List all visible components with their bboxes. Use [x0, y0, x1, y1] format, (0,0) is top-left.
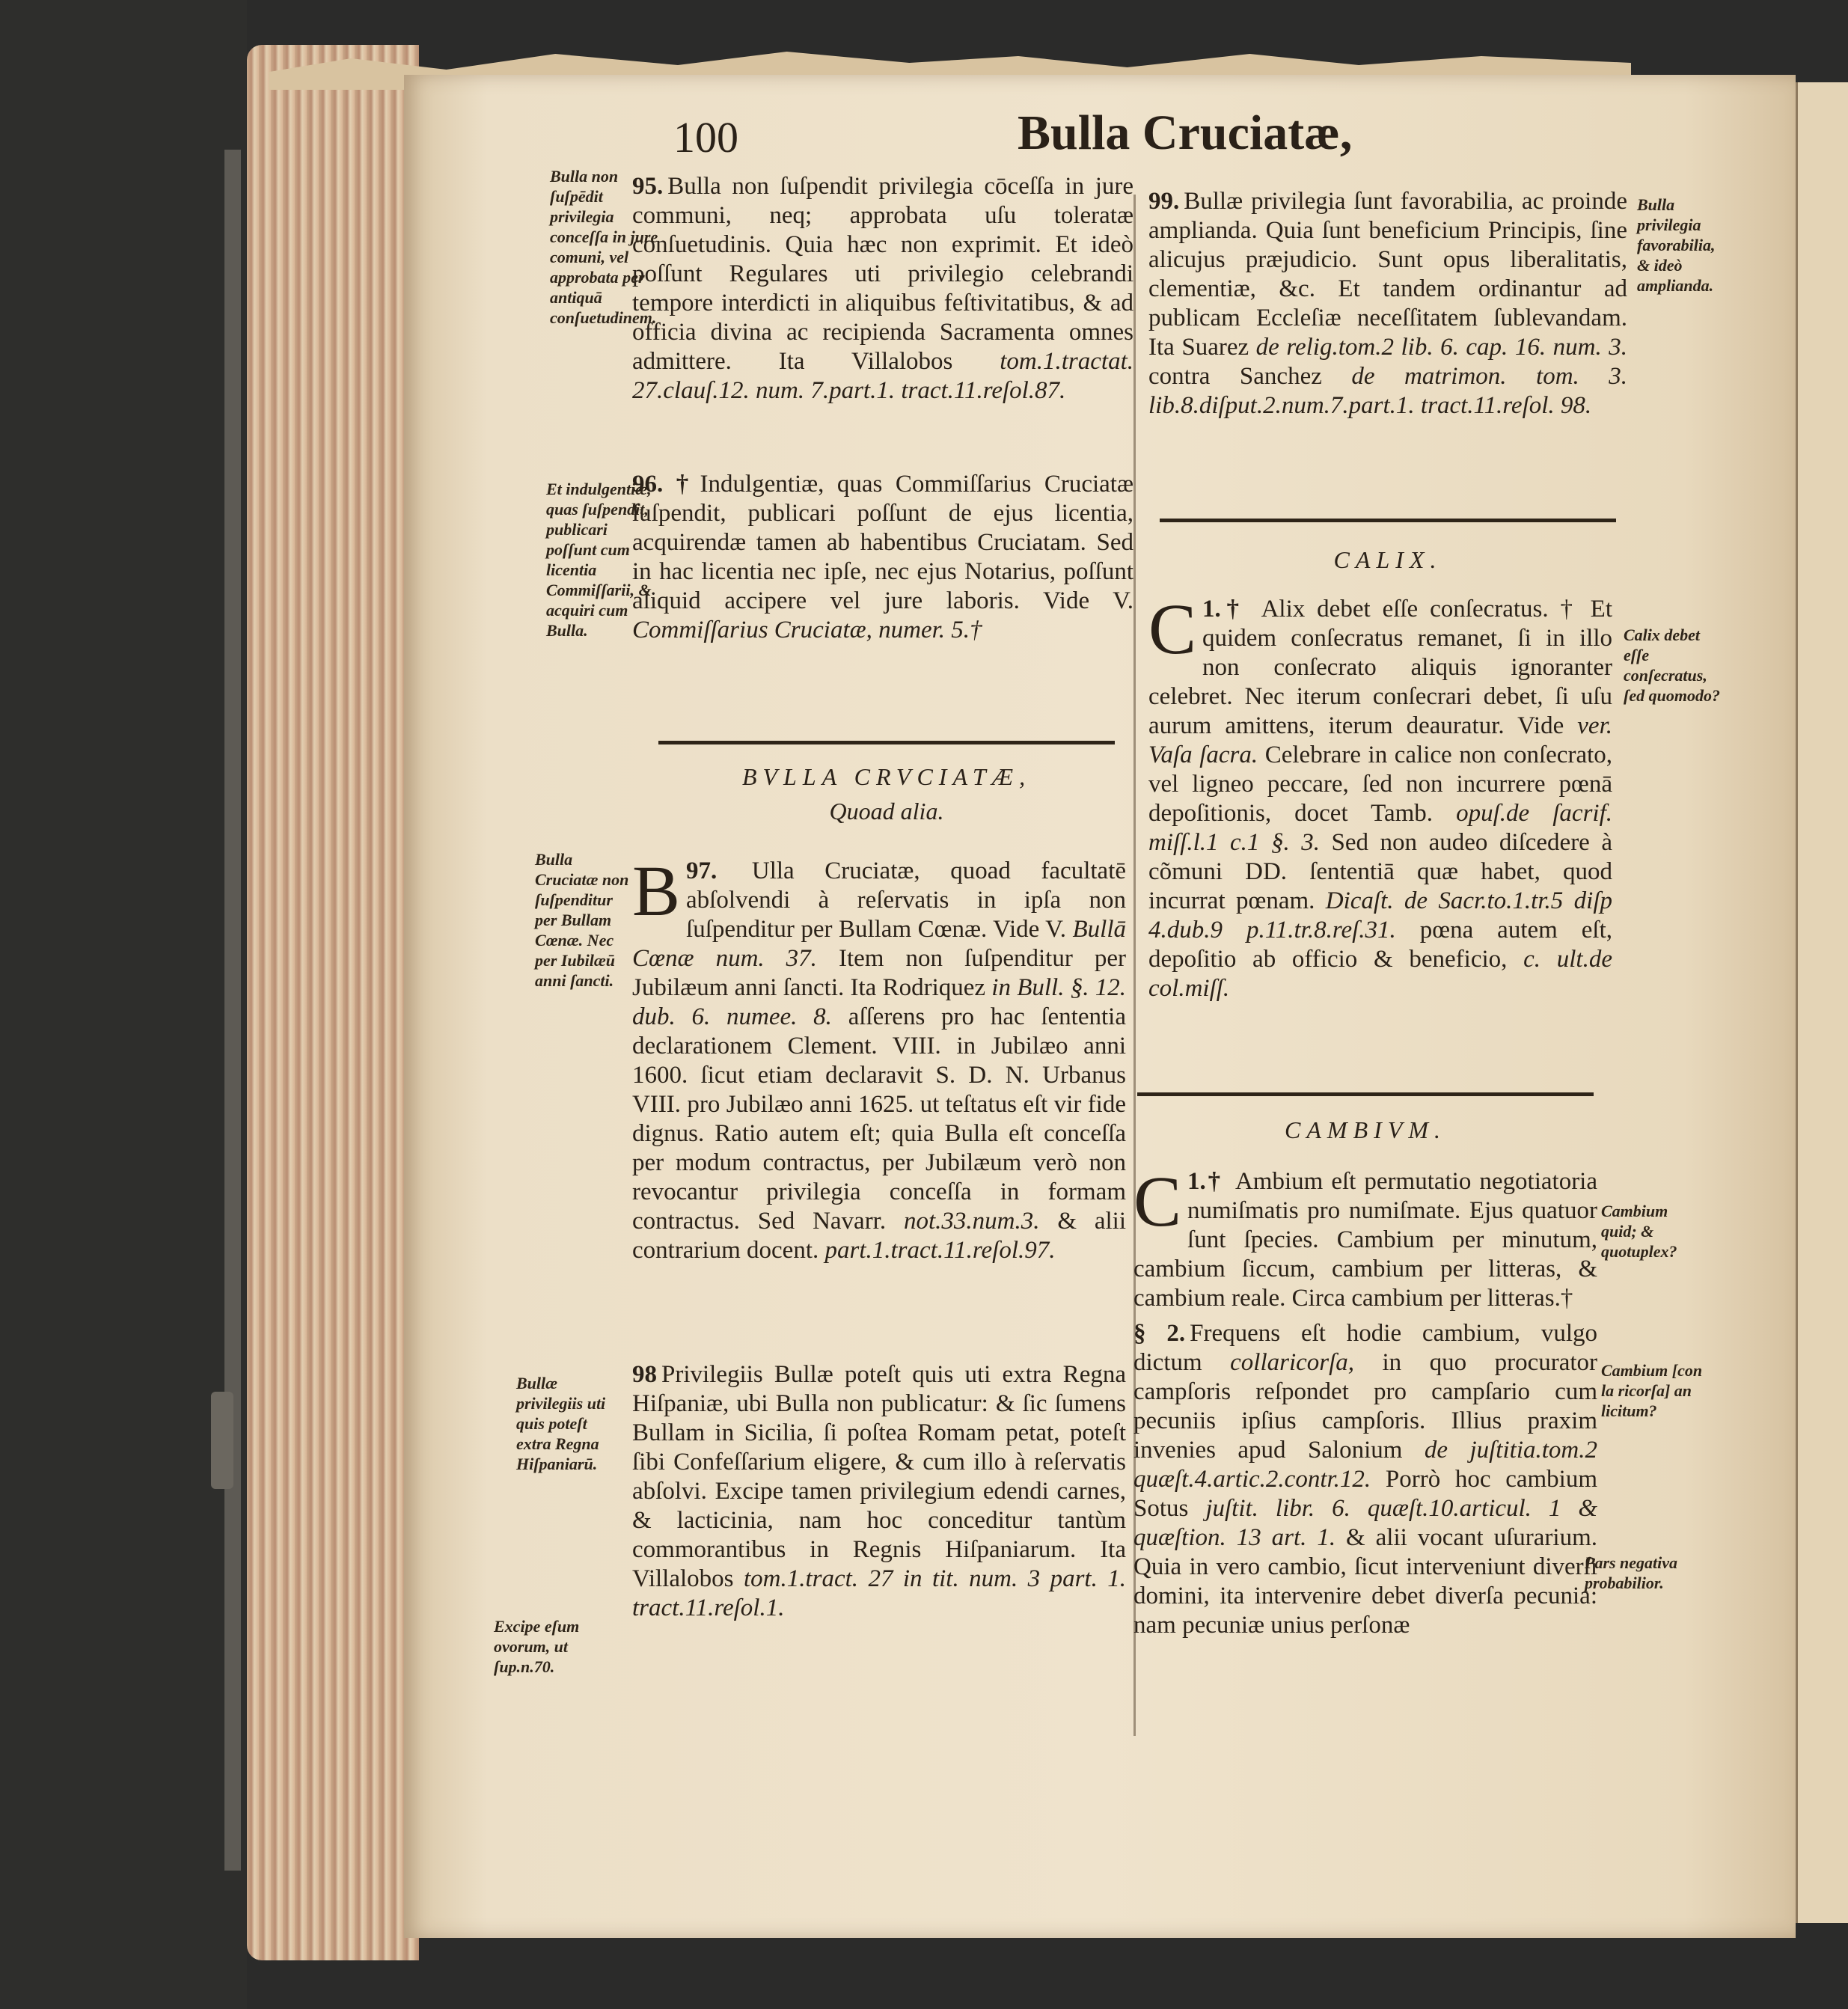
facing-page-edge [1796, 82, 1848, 1923]
paragraph-text: Indulgentiæ, quas Commiſſarius Cruciatæ ſuſpendit, publicari poſſunt de ejus licentia, acquirendæ tamen ab habentibus Cruciatam. Sed in hac licentia nec ipſe, nec ejus Notarius, poſſunt aliquid accipere vel jure laboris. Vide V. [632, 471, 1133, 614]
margin-note-calix: Calix debet eſſe conſecratus, ſed quomodo? [1624, 626, 1720, 705]
left-column [632, 172, 1133, 715]
citation: ver. Vaſa ſacra. [1148, 712, 1613, 768]
metal-clasp [211, 1392, 233, 1489]
paragraph-text: Ulla Cruciatæ, quoad facultatē abſolvendi à reſervatis in ipſa non ſuſpenditur per Bullam Cœnæ. Vide V. [686, 857, 1127, 943]
right-column [1148, 187, 1627, 426]
paragraph-text: Ambium eſt permutatio negotiatoria numiſmatis pro numiſmate. Ejus quatuor ſunt ſpecies. Cambium per minutum, cambium ſiccum, cambium per litteras, & cambium reale. Circa cambium per litteras.† [1133, 1168, 1597, 1312]
section-divider [1137, 1092, 1594, 1096]
paragraph-number: 1.† [1202, 596, 1245, 623]
citation: collaricorſa, [1230, 1349, 1355, 1376]
citation: tom.1.tractat. 27.clauſ.12. num. 7.part.1. tract.11.reſol.87. [632, 348, 1133, 404]
dark-background [0, 0, 247, 2009]
citation: tom.1.tract. 27 in tit. num. 3 part. 1. tract.11.reſol.1. [632, 1565, 1127, 1621]
paragraph-98 [632, 1360, 1126, 1623]
cambium-paragraph-1 [1133, 1161, 1597, 1313]
paragraph-text: Privilegiis Bullæ poteſt quis uti extra Regna Hiſpaniæ, ubi Bulla non publicatur: & ſic ſumens Bullam in Sicilia, ſi poſtea Romam petat, poteſt ſibi Confeſſarium eligere, & cum illo à reſervatis abſolvi. Excipe tamen privilegium edendi carnes, & lacticinia, nam hoc conceditur tantùm commorantibus in Regnis Hiſpaniarum. Ita Villalobos [632, 1361, 1126, 1592]
paragraph-number: § 2. [1133, 1320, 1186, 1347]
paragraph-text: pœna autem eſt, depoſitio ab officio & beneficio, [1148, 917, 1612, 973]
paragraph-number: 98 [632, 1361, 657, 1388]
margin-note-97: Bulla Cruciatæ non ſuſpenditur per Bullam Cœnæ. Nec per Iubilæū anni ſancti. [535, 850, 629, 990]
citation: not.33.num.3. [903, 1208, 1040, 1235]
citation: de relig.tom.2 lib. 6. cap. 16. num. 3. [1255, 334, 1627, 361]
citation: part.1.tract.11.reſol.97. [824, 1237, 1056, 1264]
cambium-section [1133, 1161, 1598, 1646]
section-title: BVLLA CRVCIATÆ, [741, 763, 1032, 790]
citation: Bullā Cœnæ num. 37. [632, 916, 1127, 972]
section-subtitle: Quoad alia. [829, 798, 944, 825]
paragraph-text: Frequens eſt hodie cambium, vulgo dictum [1133, 1320, 1598, 1376]
page-title: Bulla Cruciatæ, [1018, 106, 1353, 160]
section-divider [658, 741, 1115, 744]
margin-note-96: Et indulgentiæ, quas ſuſpendit, publicari poſſunt cum licentia Commiſſarii, & acquiri cum Bulla. [546, 480, 652, 640]
paragraph-text: Bullæ privilegia ſunt favorabilia, ac proinde amplianda. Quia ſunt beneficium Principis, ſine alicujus præjudicio. Sunt opus liberalitatis, clementiæ, &c. Et tandem ordinantur ad publicam Eccleſiæ neceſſitatem ſublevandam. Ita Suarez [1148, 188, 1627, 361]
citation: c. ult.de col.miſſ. [1148, 946, 1612, 1002]
section-divider [1160, 519, 1616, 522]
citation: opuſ.de ſacrif. miſſ.l.1 c.1 §. 3. [1148, 800, 1612, 856]
paragraph-text: & alii vocant uſurarium. Quia in vero cambio, ſicut interveniunt diverſi domini, ita intervenire debet diverſa pecunia: nam pecuniæ unius perſonæ [1133, 1524, 1598, 1639]
calix-section [1148, 589, 1613, 1009]
paragraph-number: 99. [1148, 188, 1180, 215]
citation: de juſtitia.tom.2 quæſt.4.artic.2.contr.12. [1133, 1437, 1597, 1493]
margin-note-cambium-1: Cambium quid; & quotuplex? [1601, 1202, 1677, 1261]
citation: Commiſſarius Cruciatæ, numer. 5.† [632, 617, 982, 643]
paragraph-text: contra Sanchez [1148, 363, 1322, 390]
paragraph-number: 96. † [632, 471, 696, 498]
citation: Dicaſt. de Sacr.to.1.tr.5 diſp 4.dub.9 p.11.tr.8.reſ.31. [1148, 887, 1612, 944]
paragraph-97 [632, 851, 1127, 1354]
paragraph-number: 97. [686, 857, 718, 884]
section-title-calix: CALIX. [1333, 546, 1442, 573]
paragraph-96 [632, 470, 1133, 709]
margin-note-98b: Excipe eſum ovorum, ut ſup.n.70. [494, 1617, 580, 1676]
paragraph-text: in quo procurator campſoris reſpondet pro campſario cum pecuniis ipſius campſoris. Illius praxim invenies apud Salonium [1133, 1349, 1598, 1464]
paragraph-text: Celebrare in calice non conſecrato, vel ligneo peccare, ſed non incurrere pœnā depoſitionis, docet Tamb. [1148, 741, 1613, 827]
paragraph-text: aſſerens pro hac ſententia declarationem Clement. VIII. in Jubilæo anni 1600. ſicut etiam declaravit S. D. N. Urbanus VIII. pro Jubilæo anni 1625. ut teſtatus eſt vir fide dignus. Ratio autem eſt; quia Bulla eſt conceſſa per modum contractus, per Jubilæum verò non revocantur privilegia conceſſa in formam contractus. Sed Navarr. [632, 1003, 1126, 1235]
paragraph-text: Item non ſuſpenditur per Jubilæum anni ſancti. Ita Rodriquez [632, 945, 1127, 1001]
paragraph-number: 1.† [1187, 1168, 1223, 1195]
paragraph-number: 95. [632, 173, 664, 200]
paragraph-99 [1148, 187, 1627, 421]
section-title-cambium: CAMBIVM. [1285, 1116, 1446, 1143]
paragraph-text: Porrò hoc cambium Sotus [1133, 1466, 1598, 1522]
margin-note-98: Bullæ privilegiis uti quis poteſt extra Regna Hiſpaniarū. [516, 1374, 606, 1473]
citation: de matrimon. tom. 3. lib.8.diſput.2.num.7.part.1. tract.11.reſol. 98. [1148, 363, 1627, 419]
cambium-paragraph-2 [1133, 1319, 1597, 1640]
drop-capital: C [1133, 1161, 1182, 1241]
drop-capital: B [632, 851, 681, 931]
paragraph-text: Sed non audeo diſcedere à cõmuni DD. ſententiā quæ habet, quod incurrat pœnam. [1148, 829, 1613, 914]
paragraph-text: Alix debet eſſe conſecratus. † Et quidem conſecratus remanet, ſi in illo non conſecrato aliquis ignoranter celebret. Nec iterum conſecrari debet, ſi uſu aurum amittens, iterum deauratur. Vide [1148, 596, 1612, 739]
paragraph-text: Bulla non ſuſpendit privilegia cōceſſa in jure communi, neq; approbata uſu toleratæ conſuetudinis. Quia hæc non exprimit. Et ideò poſſunt Regulares uti privilegio celebrandi tempore interdicti in aliquibus feſtivitatibus, & ad officia divina ac recipienda Sacramenta omnes admittere. Ita Villalobos [632, 173, 1133, 375]
citation: juſtit. libr. 6. quæſt.10.articul. 1 & quæſtion. 13 art. 1. [1133, 1495, 1598, 1551]
calix-paragraph-1 [1148, 589, 1613, 1003]
page-edges [247, 45, 419, 1960]
page-number: 100 [673, 113, 738, 162]
citation: in Bull. §. 12. dub. 6. numee. 8. [632, 974, 1126, 1030]
left-column-lower [632, 851, 1127, 1629]
margin-note-cambium-2: Cambium [con la ricorſa] an licitum? [1601, 1361, 1703, 1420]
drop-capital: C [1148, 589, 1197, 669]
binding-strip [224, 150, 241, 1871]
margin-note-99: Bulla privilegia favorabilia, & ideò amplianda. [1637, 195, 1716, 295]
running-head [673, 105, 1353, 172]
paragraph-text: & alii contrarium docent. [632, 1208, 1127, 1264]
margin-note-cambium-3: Pars negativa probabilior. [1585, 1553, 1678, 1592]
paragraph-95 [632, 172, 1133, 464]
margin-note-95: Bulla non ſuſpēdit privilegia conceſſa in jure comuni, vel approbata per antiquā conſuetudinem. [550, 167, 658, 327]
